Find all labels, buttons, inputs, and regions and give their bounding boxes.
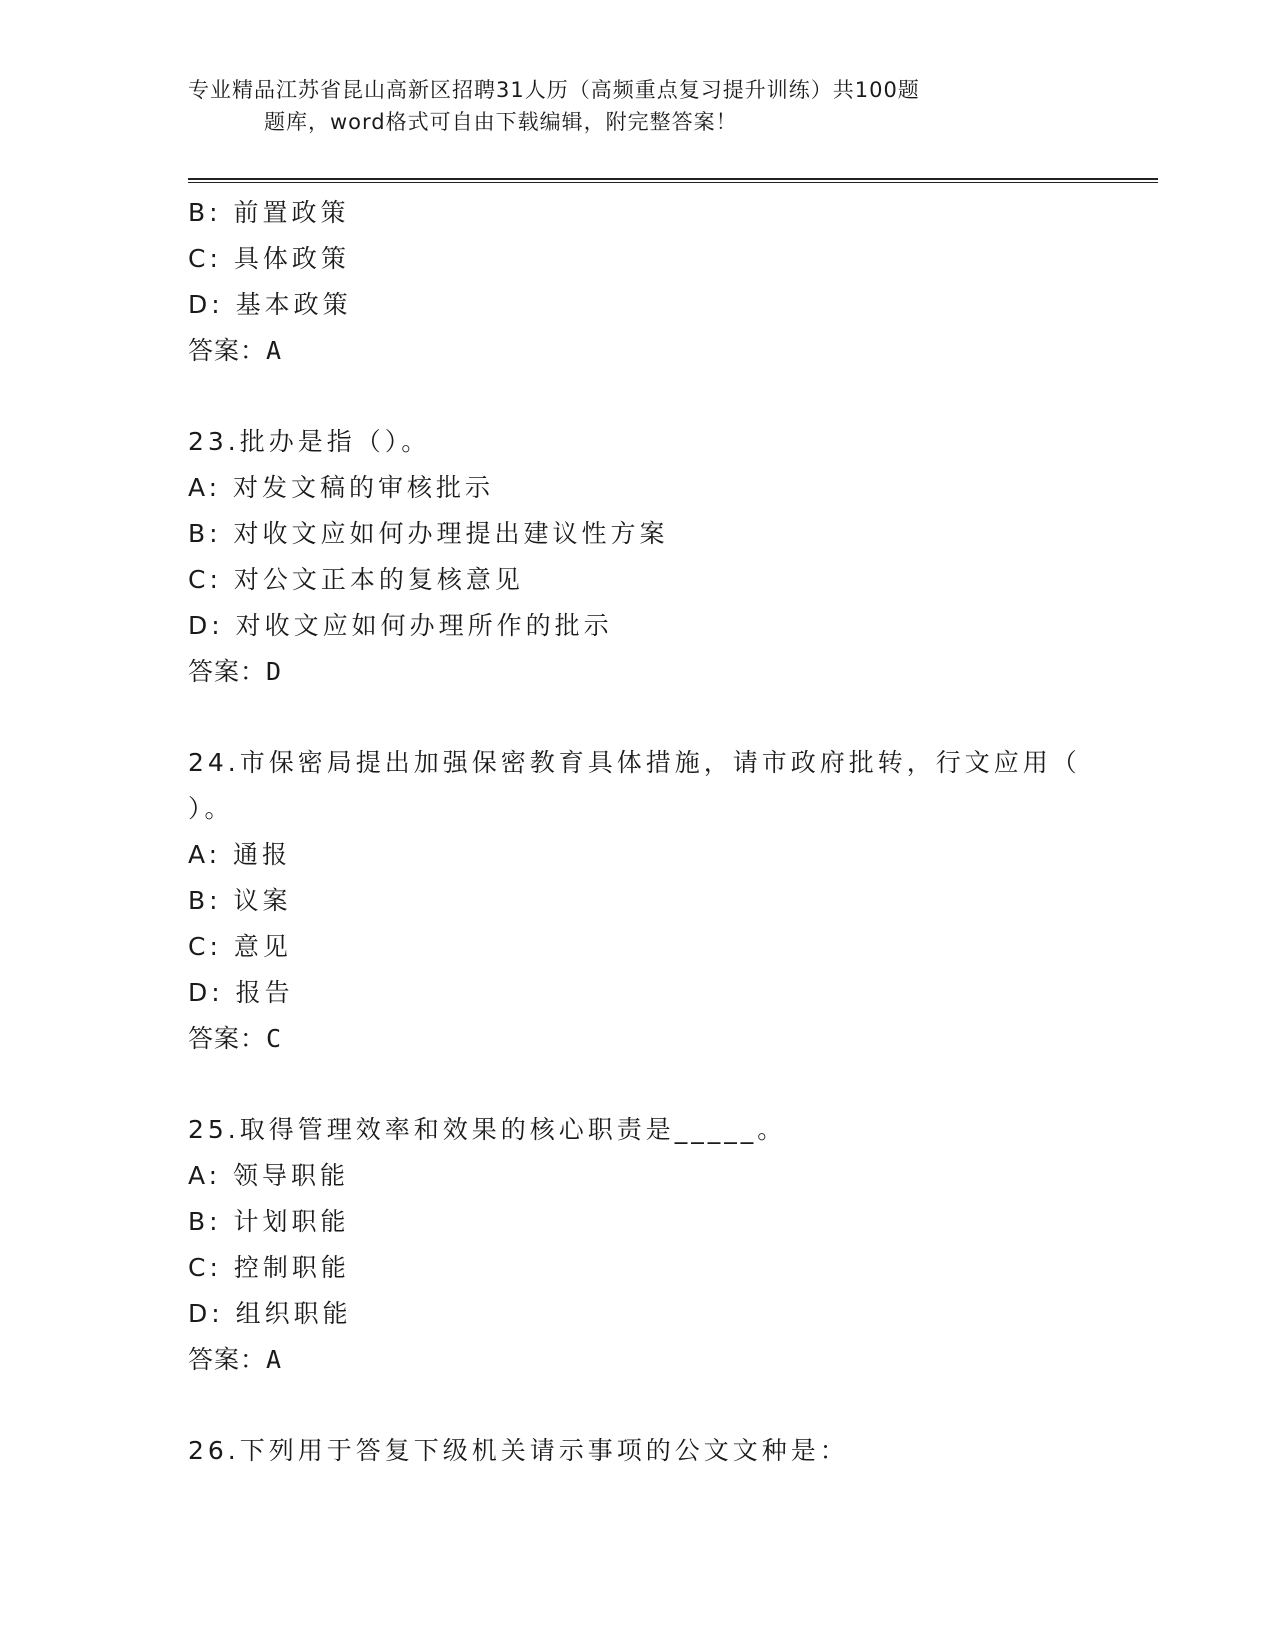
document-header: [188, 74, 1068, 138]
option-d: D: 对收文应如何办理所作的批示: [188, 611, 613, 640]
option-c: C: 具体政策: [188, 244, 350, 273]
spacer: [188, 1062, 1088, 1107]
option-a: A: 领导职能: [188, 1161, 350, 1190]
question-stem: 26.下列用于答复下级机关请示事项的公文文种是：: [188, 1436, 849, 1465]
option-b: B: 对收文应如何办理提出建议性方案: [188, 519, 669, 548]
option-a: A: 对发文稿的审核批示: [188, 473, 495, 502]
document-title-line1: 专业精品江苏省昆山高新区招聘31人历（高频重点复习提升训练）共100题: [188, 78, 920, 102]
question-block-24: [188, 740, 1088, 1062]
option-c: C: 对公文正本的复核意见: [188, 565, 524, 594]
document-title-line2: 题库，word格式可自由下载编辑，附完整答案！: [264, 110, 738, 134]
answer-label: 答案：: [188, 336, 267, 365]
spacer: [188, 695, 1088, 740]
answer-line: [188, 649, 1088, 695]
option-c: C: 意见: [188, 932, 292, 961]
option-d: D: 报告: [188, 978, 294, 1007]
answer-label: 答案：: [188, 657, 267, 686]
answer-line: [188, 328, 1088, 374]
question-block-25: [188, 1107, 1088, 1383]
answer-line: [188, 1016, 1088, 1062]
option-c: C: 控制职能: [188, 1253, 350, 1282]
spacer: [188, 1383, 1088, 1428]
document-body: [188, 190, 1088, 1474]
option-b: B: 计划职能: [188, 1207, 350, 1236]
answer-value: A: [266, 336, 283, 365]
option-d: D: 基本政策: [188, 290, 352, 319]
answer-value: D: [266, 657, 283, 686]
option-b: B: 议案: [188, 886, 292, 915]
answer-value: C: [266, 1024, 283, 1053]
question-block-26: [188, 1428, 1088, 1474]
answer-line: [188, 1337, 1088, 1383]
spacer: [188, 374, 1088, 419]
option-b: B: 前置政策: [188, 198, 350, 227]
question-stem-line2: ）。: [188, 794, 234, 823]
answer-value: A: [266, 1345, 283, 1374]
option-d: D: 组织职能: [188, 1299, 352, 1328]
question-block-22: [188, 190, 1088, 374]
header-divider: [188, 178, 1158, 183]
answer-label: 答案：: [188, 1024, 267, 1053]
option-a: A: 通报: [188, 840, 292, 869]
question-block-23: [188, 419, 1088, 695]
question-stem: 23.批办是指（）。: [188, 427, 431, 456]
answer-label: 答案：: [188, 1345, 267, 1374]
question-stem-line1: 24.市保密局提出加强保密教育具体措施，请市政府批转，行文应用（: [188, 748, 1081, 777]
question-stem: 25.取得管理效率和效果的核心职责是_____。: [188, 1115, 787, 1144]
